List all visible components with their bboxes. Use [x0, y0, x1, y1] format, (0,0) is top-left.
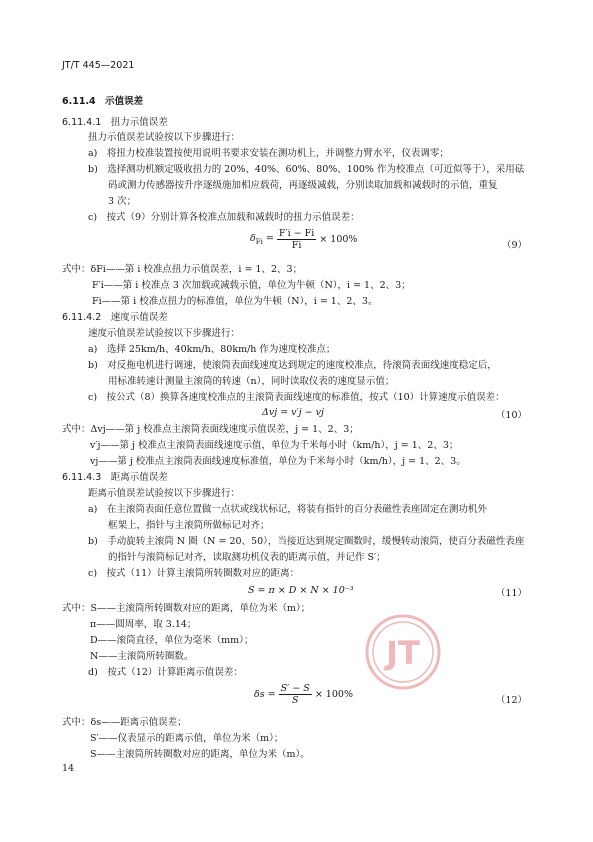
equation-number: （11）: [495, 588, 527, 599]
stamp-text: JT: [386, 634, 420, 672]
where-clause: vj——第 j 校准点主滚筒表面线速度标准值，单位为千米每小时（km/h），j = 1、2、3。: [90, 456, 466, 467]
where-clause: 式中：Δvj——第 j 校准点主滚筒表面线速度示值误差，j = 1、2、3；: [62, 424, 359, 435]
list-item: b) 选择测功机额定吸收扭力的 20%、40%、60%、80%、100% 作为校准点（可近似等于），采用砝: [88, 164, 525, 175]
list-item: b) 手动旋转主滚筒 N 圈（N = 20、50），当接近达到规定圈数时，缓慢转动滚筒，使百分表磁性表座: [88, 536, 525, 547]
paragraph: 速度示值误差试验按以下步骤进行：: [88, 328, 241, 339]
where-clause: Fi——第 i 校准点扭力的标准值，单位为牛顿（N），i = 1、2、3。: [92, 296, 378, 307]
where-clause: v′j——第 j 校准点主滚筒表面线速度示值，单位为千米每小时（km/h），j = 1、2、3；: [90, 440, 459, 451]
section-heading-6-11-4-3: 6.11.4.3 距离示值误差: [62, 472, 168, 483]
where-clause: S——主滚筒所转圈数对应的距离，单位为米（m）。: [90, 749, 310, 760]
list-item-continuation: 3 次；: [108, 196, 137, 207]
list-item-continuation: 用标准转速计测量主滚筒的转速（n），同时读取仪表的速度显示值；: [108, 376, 395, 387]
where-clause: F′i——第 i 校准点 3 次加载或减载示值，单位为牛顿（N），i = 1、2、3；: [92, 280, 411, 291]
section-heading-6-11-4-2: 6.11.4.2 速度示值误差: [62, 312, 168, 323]
where-clause: N——主滚筒所转圈数。: [90, 651, 194, 662]
equation-12: δs = $\frac{S' - S}{S}$ × 100%: [254, 683, 353, 706]
list-item: a) 在主滚筒表面任意位置做一点状或线状标记，将装有指针的百分表磁性表座固定在测功机外: [88, 504, 487, 515]
where-clause: D——滚筒直径，单位为毫米（mm）；: [90, 635, 254, 646]
equation-number: （12）: [495, 695, 527, 706]
jt-stamp-watermark: [363, 612, 443, 692]
where-clause: 式中：δs——距离示值误差；: [62, 717, 187, 728]
where-clause: 式中：δFi——第 i 校准点扭力示值误差，i = 1、2、3；: [62, 264, 303, 275]
list-item-continuation: 码或测力传感器按升序逐级施加相应载荷，再逐级减载，分别读取加载和减载时的示值，重复: [108, 180, 498, 191]
equation-9: $\delta_{Fi}$ = $\frac{F'i - Fi}{Fi}$ × 100%: [250, 228, 358, 251]
list-item: a) 将扭力校准装置按使用说明书要求安装在测功机上，并调整力臂水平，仪表调零；: [88, 148, 449, 159]
list-item-continuation: 的指针与滚筒标记对齐，读取测功机仪表的距离示值，并记作 S′；: [108, 552, 386, 563]
where-clause: π——圆周率，取 3.14；: [90, 619, 197, 630]
where-clause: 式中：S——主滚筒所转圈数对应的距离，单位为米（m）；: [62, 603, 311, 614]
list-item: a) 选择 25km/h、40km/h、80km/h 作为速度校准点；: [88, 344, 336, 355]
section-heading-6-11-4-1: 6.11.4.1 扭力示值误差: [62, 117, 168, 128]
list-item: c) 按式（11）计算主滚筒所转圈数对应的距离：: [88, 568, 300, 579]
list-item-continuation: 框架上，指针与主滚筒所做标记对齐；: [108, 520, 270, 531]
list-item: b) 对反拖电机进行调速，使滚筒表面线速度达到规定的速度校准点，待滚筒表面线速度稳定后，: [88, 360, 497, 371]
paragraph: 距离示值误差试验按以下步骤进行：: [88, 488, 241, 499]
list-item: d) 按式（12）计算距离示值误差：: [88, 667, 243, 678]
standard-code: JT/T 445—2021: [62, 60, 135, 71]
list-item: c) 按式（9）分别计算各校准点加载和减载时的扭力示值误差：: [88, 212, 360, 223]
where-clause: S′——仪表显示的距离示值，单位为米（m）；: [90, 733, 284, 744]
equation-11: S = π × D × N × 10⁻³: [248, 585, 354, 596]
equation-10: Δvj = v′j − vj: [262, 407, 324, 418]
paragraph: 扭力示值误差试验按以下步骤进行：: [88, 132, 241, 143]
equation-number: （10）: [495, 410, 527, 421]
page-number: 14: [62, 763, 75, 774]
section-heading-6-11-4: 6.11.4 示值误差: [62, 96, 144, 107]
equation-number: （9）: [501, 240, 527, 251]
list-item: c) 按公式（8）换算各速度校准点的主滚筒表面线速度的标准值，按式（10）计算速度示值误差：: [88, 392, 505, 403]
